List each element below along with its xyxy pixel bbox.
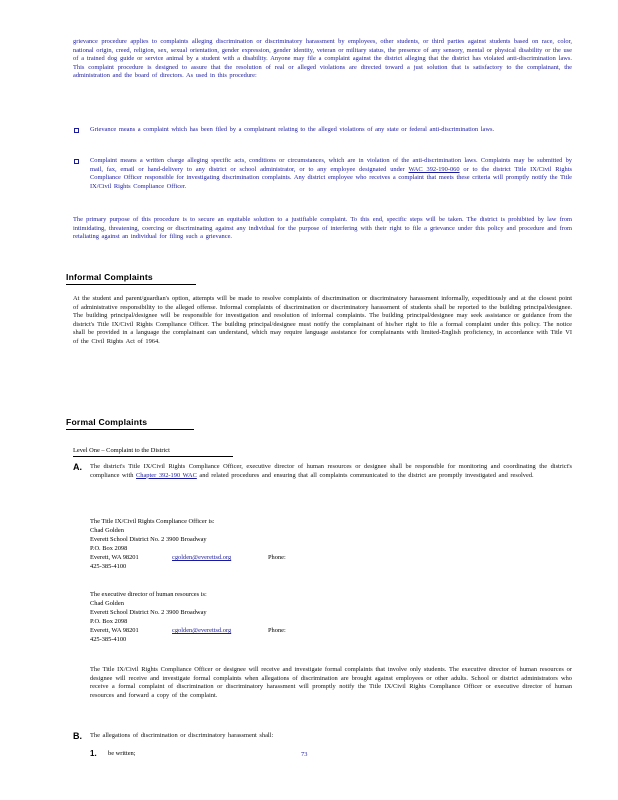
item-a-text-before: The district's Title IX/Civil Rights Compliance Officer, executive director of human resources or designee shall be responsible for monitoring and coordinating the district's compliance with <box>90 463 572 479</box>
contact-po-box: P.O. Box 2098 <box>90 618 128 625</box>
item-b-letter: B. <box>73 731 82 741</box>
definition-grievance: Grievance means a complaint which has been filed by a complainant relating to the alleged violations of any state or federal anti-discrimination laws. <box>90 126 495 133</box>
contact-phone: 425-385-4100 <box>90 563 127 570</box>
informal-paragraph: At the student and parent/guardian's option, attempts will be made to resolve complaints of discrimination or discriminatory harassment informally, expeditiously and at the closest point of administrative responsibility to the alleged offense. Informal complaints of discrimination or discriminatory harassment of students shall be reported to the building principal/designee. The building principal/designee will be responsible for investigation and resolution of informal complaints. The building principal/designee may seek assistance or guidance from the district's Title IX/Civil Rights Compliance Officer. The building principal/designee must notify the complainant of his/her right to file a formal complaint under this policy. The notice shall be provided in a language the complainant can understand, which may require language assistance for complainants with limited-English proficiency, in accordance with Title VI of the Civil Rights Act of 1964. <box>73 295 572 345</box>
contact-city: Everett, WA 98201 <box>90 554 139 561</box>
purpose-paragraph: The primary purpose of this procedure is to secure an equitable solution to a justifiable complaint. To this end, specific steps will be taken. The district is prohibited by law from intimidating, threatening, coercing or discriminating against any individual for the purpose of interfering with their right to file a grievance under this policy and procedure and from retaliating against an individual for filing such a grievance. <box>73 216 572 241</box>
contact-po-box: P.O. Box 2098 <box>90 545 128 552</box>
sub-item-number: 1. <box>90 749 97 758</box>
level-one-label: Level One – Complaint to the District <box>73 447 170 454</box>
contact-name: Chad Golden <box>90 527 124 534</box>
sub-item-text: be written; <box>108 750 136 757</box>
informal-complaints-heading: Informal Complaints <box>66 272 153 282</box>
item-a-text-after: and related procedures and ensuring that all complaints communicated to the district are promptly investigated and resolved. <box>196 471 534 479</box>
item-a-text <box>90 463 572 480</box>
contact-phone-label: Phone: <box>268 627 286 634</box>
contact-email-link[interactable]: cgolden@everettsd.org <box>172 554 232 561</box>
heading-underline <box>66 284 196 285</box>
intro-paragraph: grievance procedure applies to complaints alleging discrimination or discriminatory harassment by employees, other students, or third parties against students based on race, color, national origin, creed, religion, sex, sexual orientation, gender expression, gender identity, veteran or military status, the presence of any sensory, mental or physical disability or the use of a trained dog guide or service animal by a student with a disability. Anyone may file a complaint against the district alleging that the district has violated anti-discrimination laws. This complaint procedure is designed to assure that the resolution of real or alleged violations are directed toward a just solution that is satisfactory to the complainant, the administration and the board of directors. As used in this procedure: <box>73 38 572 80</box>
item-b-text: The allegations of discrimination or discriminatory harassment shall: <box>90 732 274 739</box>
contact-address-line: Everett School District No. 2 3900 Broadway <box>90 609 207 616</box>
definition-complaint <box>90 157 572 191</box>
contact-email-link[interactable]: cgolden@everettsd.org <box>172 627 232 634</box>
page-number: 73 <box>301 751 308 758</box>
formal-complaints-heading: Formal Complaints <box>66 417 148 427</box>
receive-paragraph: The Title IX/Civil Rights Compliance Officer or designee will receive and investigate formal complaints that involve only students. The executive director of human resources or designee will receive and investigate formal complaints when allegations of discrimination are brought against employees or other adults. School or district administrators who receive a formal complaint of discrimination or discriminatory harassment will promptly notify the Title IX/Civil Rights Compliance Officer or executive director of human resources and forward a copy of the complaint. <box>90 666 572 699</box>
contact-intro: The Title IX/Civil Rights Compliance Officer is: <box>90 518 215 525</box>
chapter-392-190-wac-link[interactable]: Chapter 392-190 WAC <box>136 471 197 479</box>
contact-phone: 425-385-4100 <box>90 636 127 643</box>
contact-phone-label: Phone: <box>268 554 286 561</box>
bullet-icon <box>74 159 79 164</box>
wac-392-190-060-link[interactable]: WAC 392-190-060 <box>408 165 460 173</box>
contact-city: Everett, WA 98201 <box>90 627 139 634</box>
contact-name: Chad Golden <box>90 600 124 607</box>
contact-intro: The executive director of human resources is: <box>90 591 207 598</box>
definition-complaint-text-after: or to the district Title IX/Civil Rights Compliance Officer responsible for investigating discrimination complaints. Any district employee who receives a complaint that meets these criteria will promptly notify the Title IX/Civil Rights Compliance Officer. <box>90 165 572 190</box>
heading-underline <box>66 429 194 430</box>
bullet-icon <box>74 128 79 133</box>
contact-address-line: Everett School District No. 2 3900 Broadway <box>90 536 207 543</box>
item-a-letter: A. <box>73 462 82 472</box>
definition-complaint-text-before: Complaint means a written charge alleging specific acts, conditions or circumstances, which are in violation of the anti-discrimination laws. Complaints may be submitted by mail, fax, email or hand-delivery to any district or school administrator, or to any employee designated under <box>90 157 572 173</box>
level-one-underline <box>73 456 233 457</box>
